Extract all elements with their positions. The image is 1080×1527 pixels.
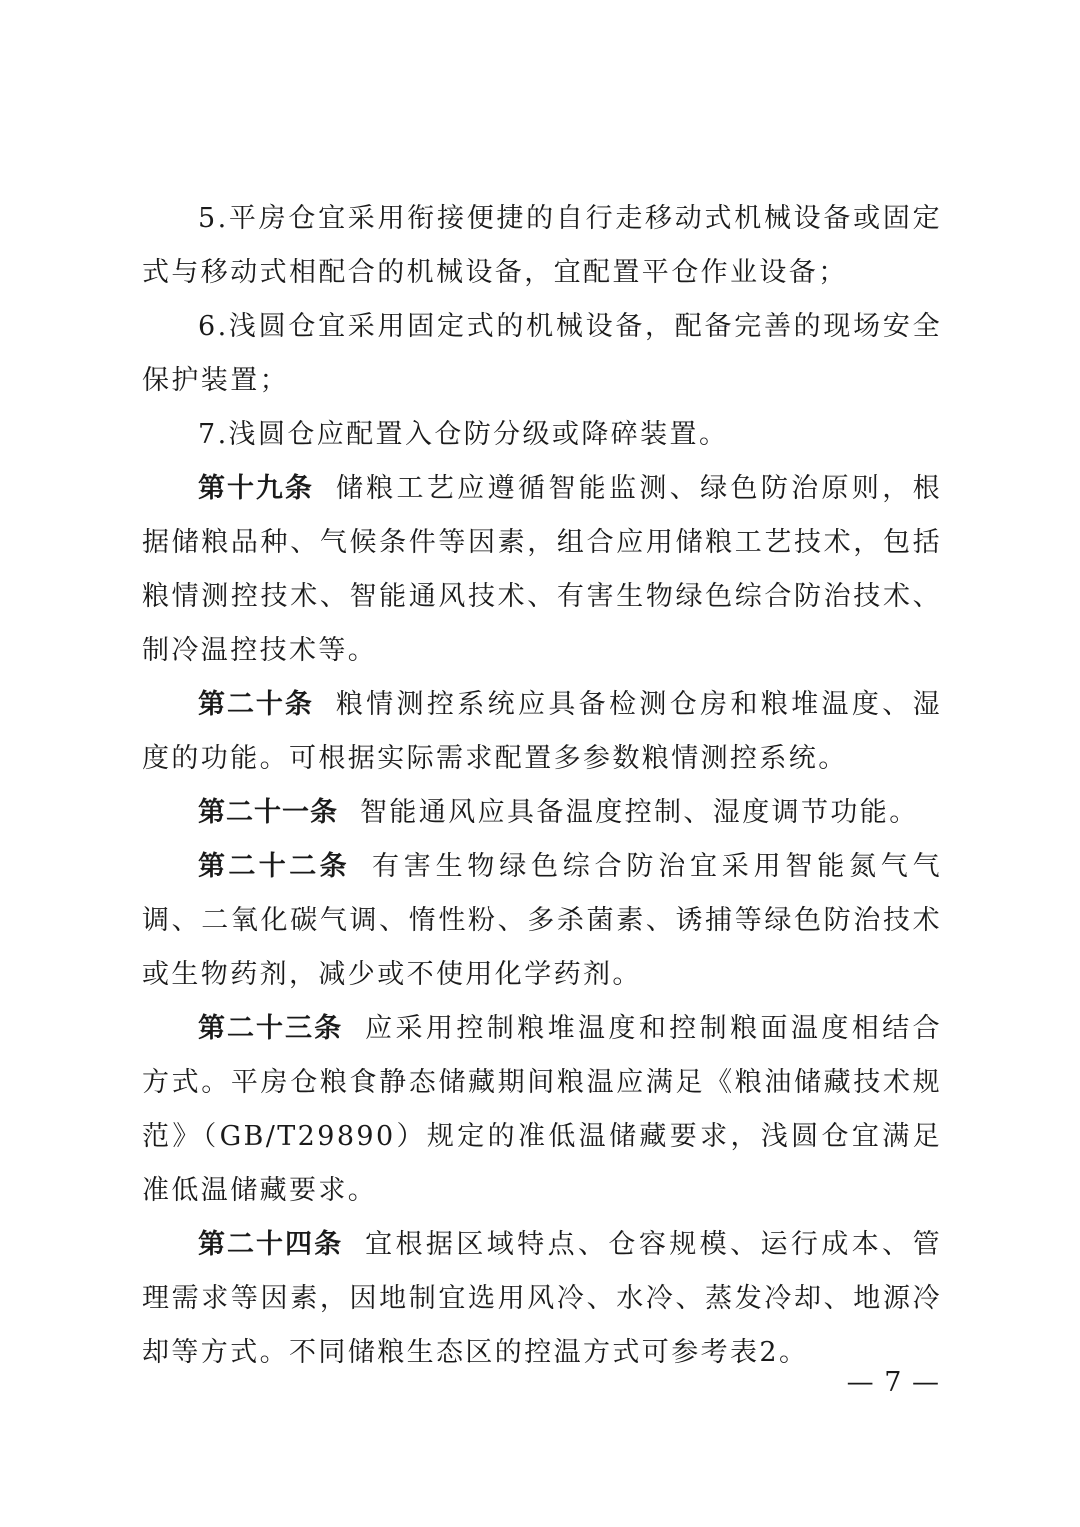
paragraph-text: 7.浅圆仓应配置入仓防分级或降碎装置。 [198, 419, 729, 450]
article-title: 第二十四条 [198, 1229, 344, 1260]
paragraph-text: 5.平房仓宜采用衔接便捷的自行走移动式机械设备或固定式与移动式相配合的机械设备，宜配置平仓作业设备； [142, 203, 942, 288]
article-20 [142, 678, 942, 786]
article-text: 有害生物绿色综合防治宜采用智能氮气气调、二氧化碳气调、惰性粉、多杀菌素、诱捕等绿色防治技术或生物药剂，减少或不使用化学药剂。 [142, 851, 942, 990]
page-number: — 7 — [846, 1367, 940, 1398]
article-23 [142, 1002, 942, 1218]
article-title: 第二十三条 [198, 1013, 344, 1044]
article-21 [142, 786, 942, 840]
paragraph-item-5 [142, 192, 942, 300]
paragraph-item-7 [142, 408, 942, 462]
article-title: 第十九条 [198, 473, 314, 504]
article-text: 宜根据区域特点、仓容规模、运行成本、管理需求等因素，因地制宜选用风冷、水冷、蒸发冷却、地源冷却等方式。不同储粮生态区的控温方式可参考表2。 [142, 1229, 942, 1368]
article-title: 第二十一条 [198, 797, 338, 828]
article-title: 第二十条 [198, 689, 314, 720]
article-22 [142, 840, 942, 1002]
article-24 [142, 1218, 942, 1380]
article-text: 应采用控制粮堆温度和控制粮面温度相结合方式。平房仓粮食静态储藏期间粮温应满足《粮油储藏技术规范》（GB/T29890）规定的准低温储藏要求，浅圆仓宜满足准低温储藏要求。 [142, 1013, 942, 1206]
document-body [142, 192, 942, 1380]
article-title: 第二十二条 [198, 851, 350, 882]
paragraph-text: 6.浅圆仓宜采用固定式的机械设备，配备完善的现场安全保护装置； [142, 311, 942, 396]
article-text: 智能通风应具备温度控制、湿度调节功能。 [360, 797, 919, 828]
article-19 [142, 462, 942, 678]
article-text: 储粮工艺应遵循智能监测、绿色防治原则，根据储粮品种、气候条件等因素，组合应用储粮工艺技术，包括粮情测控技术、智能通风技术、有害生物绿色综合防治技术、制冷温控技术等。 [142, 473, 943, 666]
paragraph-item-6 [142, 300, 942, 408]
article-text: 粮情测控系统应具备检测仓房和粮堆温度、湿度的功能。可根据实际需求配置多参数粮情测控系统。 [142, 689, 943, 774]
